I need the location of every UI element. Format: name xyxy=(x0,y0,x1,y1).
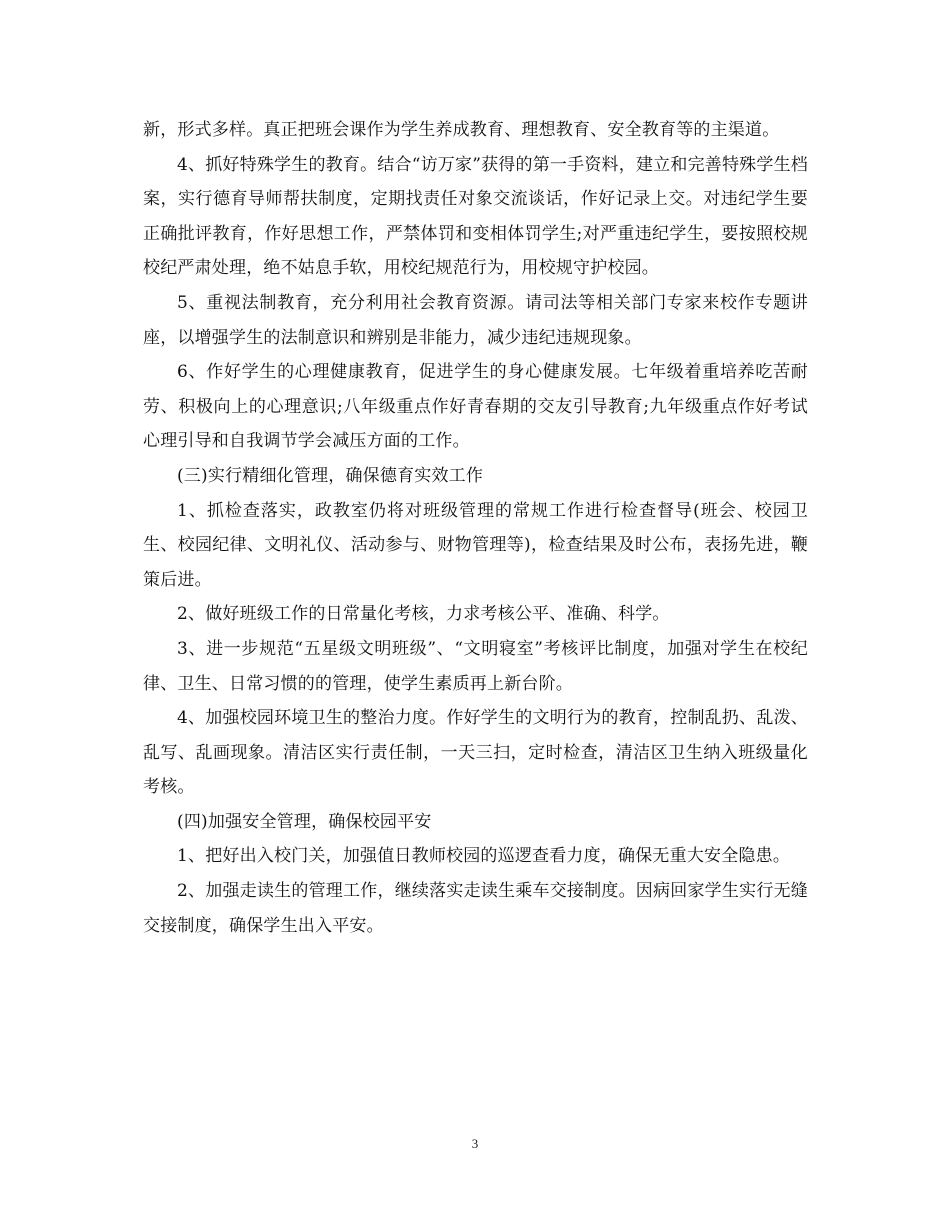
paragraph-mental-health: 6、作好学生的心理健康教育，促进学生的身心健康发展。七年级着重培养吃苦耐劳、积极向上的心理意识;八年级重点作好青春期的交友引导教育;九年级重点作好考试心理引导和自我调节学会减压方面的工作。 xyxy=(143,362,808,452)
paragraph-legal-education: 5、重视法制教育，充分利用社会教育资源。请司法等相关部门专家来校作专题讲座，以增强学生的法制意识和辨别是非能力，减少违纪违规现象。 xyxy=(143,292,808,348)
paragraph-day-students: 2、加强走读生的管理工作，继续落实走读生乘车交接制度。因病回家学生实行无缝交接制度，确保学生出入平安。 xyxy=(143,881,808,936)
paragraph-special-students: 4、抓好特殊学生的教育。结合“访万家”获得的第一手资料，建立和完善特殊学生档案，实行德育导师帮扶制度，定期找责任对象交流谈话，作好记录上交。对违纪学生要正确批评教育，作好思想工作，严禁体罚和变相体罚学生;对严重违纪学生，要按照校规校纪严肃处理，绝不姑息手软，用校纪规范行为，用校规守护校园。 xyxy=(143,154,808,279)
page-number: 3 xyxy=(471,1136,479,1151)
paragraph-five-star-class: 3、进一步规范“五星级文明班级”、“文明寝室”考核评比制度，加强对学生在校纪律、卫生、日常习惯的的管理，使学生素质再上新台阶。 xyxy=(143,638,808,694)
paragraph-quantified-assessment: 2、做好班级工作的日常量化考核，力求考核公平、准确、科学。 xyxy=(177,604,670,625)
paragraph-environment-hygiene: 4、加强校园环境卫生的整治力度。作好学生的文明行为的教育，控制乱扔、乱泼、乱写、乱画现象。清洁区实行责任制，一天三扫，定时检查，清洁区卫生纳入班级量化考核。 xyxy=(143,708,808,798)
section-heading-refined-management: (三)实行精细化管理，确保德育实效工作 xyxy=(177,465,484,486)
paragraph-inspection: 1、抓检查落实，政教室仍将对班级管理的常规工作进行检查督导(班会、校园卫生、校园纪律、文明礼仪、活动参与、财物管理等)，检查结果及时公布，表扬先进，鞭策后进。 xyxy=(143,500,808,590)
paragraph-continuation: 新，形式多样。真正把班会课作为学生养成教育、理想教育、安全教育等的主渠道。 xyxy=(143,120,780,140)
section-heading-safety-management: (四)加强安全管理，确保校园平安 xyxy=(177,811,432,832)
paragraph-school-gate: 1、把好出入校门关，加强值日教师校园的巡逻查看力度，确保无重大安全隐患。 xyxy=(177,846,791,867)
document-body xyxy=(143,113,808,943)
